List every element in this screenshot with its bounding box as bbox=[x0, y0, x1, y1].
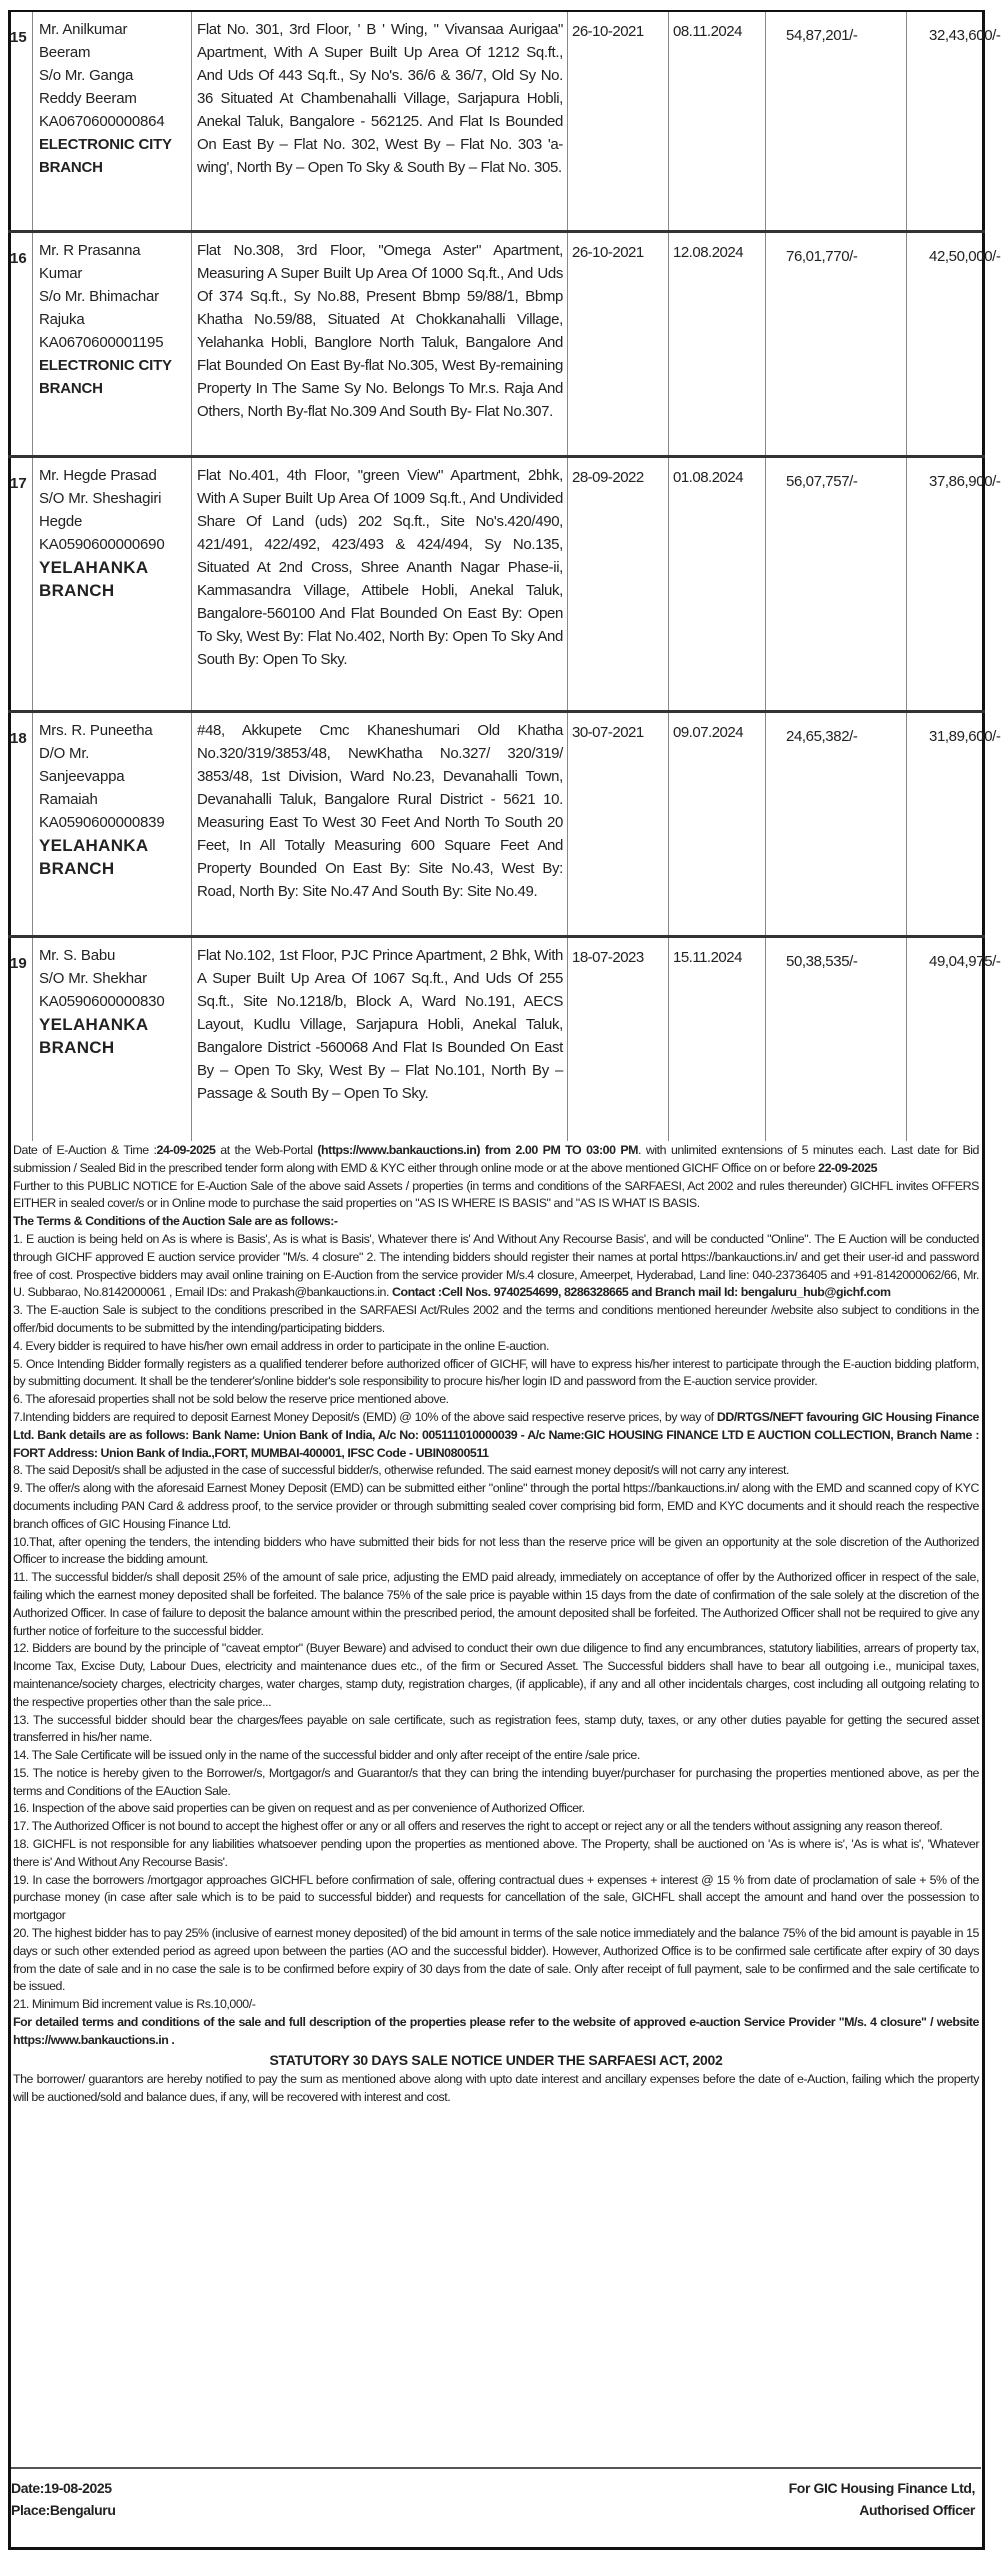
notice-date: Date:19-08-2025 bbox=[11, 2480, 112, 2496]
signature-footer bbox=[11, 2467, 981, 2521]
bank-details: DD/RTGS/NEFT favouring GIC Housing Finance Ltd. Bank details are as follows: Bank Name: Union Bank of India, A/c No: 005111010000039 - A/c Name:GIC HOUSING FINANCE LTD E AUCTION COLLECTION, Branch Name : FORT Address: Union Bank of India.,FORT, MUMBAI-400001, IFSC Code - UBIN0800511 bbox=[13, 1409, 979, 1460]
term-9: 9. The offer/s along with the aforesaid Earnest Money Deposit (EMD) can be submitted either "online" through the portal https://bankauctions.in/ along with the EMD and scanned copy of KYC documents including PAN Card & address proof, to the service provider or through submitting sealed cover comprising bid form, EMD and KYC documents and it should reach the respective branch offices of GIC Housing Finance Ltd. bbox=[13, 1481, 979, 1531]
auction-properties-table bbox=[8, 10, 1001, 1141]
term-18: 18. GICHFL is not responsible for any liabilities whatsoever pending upon the properties as mentioned above. The Property, shall be auctioned on 'As is where is', 'As is what is', 'Whatever there is' And Without Any Recourse Basis'. bbox=[13, 1837, 979, 1869]
reserve-price: 49,04,975/- bbox=[907, 936, 986, 1141]
borrower-line: Ramaiah bbox=[39, 790, 98, 808]
property-row bbox=[8, 711, 985, 936]
property-row bbox=[8, 11, 985, 231]
possession-date: 08.11.2024 bbox=[669, 11, 766, 231]
borrower-line: D/O Mr. bbox=[39, 744, 90, 762]
serial-number: 18 bbox=[10, 729, 27, 747]
term-21: 21. Minimum Bid increment value is Rs.10,000/- bbox=[13, 1997, 256, 2012]
auction-portal-time: (https://www.bankauctions.in) from 2.00 PM TO 03:00 PM bbox=[317, 1143, 639, 1157]
borrower-line: S/o Mr. Ganga bbox=[39, 67, 134, 84]
property-description: Flat No. 301, 3rd Floor, ' B ' Wing, " Vivansaa Aurigaa" Apartment, With A Super Built Up Area Of 1212 Sq.ft., And Uds Of 443 Sq.ft., Sy No's. 36/6 & 36/7, Old Sy No. 36 Situated At Chambenahalli Village, Sarjapura Hobli, Anekal Taluk, Bangalore - 562125. And Flat Is Bounded On East By – Flat No. 302, West By – Flat No. 303 'a-wing', North By – Open To Sky & South By – Flat No. 305. bbox=[192, 11, 568, 231]
branch-name: YELAHANKA BRANCH bbox=[39, 1014, 148, 1057]
borrower-line: Kumar bbox=[39, 264, 83, 282]
term-20: 20. The highest bidder has to pay 25% (inclusive of earnest money deposited) of the bid amount in terms of the sale notice immediately and the balance 75% of the bid amount is payable in 15 days or such other extended period as agreed upon between the parties (AO and the successful bidder). However, Authorized Office is to be confirmed sale certificate after expiry of 30 days from the date of sale and in no case the sale is to be confirmed before expiry of 30 days from the date of sale. Only after receipt of full payment, sale to be confirmed and the sale certificate to be issued. bbox=[13, 1926, 979, 1994]
property-row bbox=[8, 231, 985, 456]
term-6: 6. The aforesaid properties shall not be sold below the reserve price mentioned above. bbox=[13, 1392, 449, 1407]
outstanding-amount: 54,87,201/- bbox=[766, 11, 907, 231]
borrower-line: Mrs. R. Puneetha bbox=[39, 721, 153, 739]
property-description: Flat No.102, 1st Floor, PJC Prince Apartment, 2 Bhk, With A Super Built Up Area Of 1067 Sq.ft., And Uds Of 255 Sq.ft., Site No.1218/b, Block A, Ward No.191, AECS Layout, Kudlu Village, Sarjapura Hobli, Anekal Taluk, Bangalore District -560068 And Flat Is Bounded On East By – Open To Sky, West By – Flat No.101, North By – Passage & South By – Open To Sky. bbox=[192, 936, 568, 1141]
property-description: #48, Akkupete Cmc Khaneshumari Old Khatha No.320/319/3853/48, NewKhatha No.327/ 320/319/ 3853/48, 1st Division, Ward No.23, Devanahalli Town, Devanahalli Taluk, Bangalore Rural District - 5621 10. Measuring East To West 30 Feet And North To South 20 Feet, In All Totally Measuring 600 Square Feet And Property Bounded On East By: Site No.43, West By: Road, North By: Site No.47 And South By: Site No.49. bbox=[192, 711, 568, 936]
possession-date: 01.08.2024 bbox=[669, 456, 766, 711]
branch-name: YELAHANKA BRANCH bbox=[39, 557, 148, 600]
serial-number: 19 bbox=[10, 954, 27, 972]
term-8: 8. The said Deposit/s shall be adjusted in the case of successful bidder/s, otherwise refunded. The said earnest money deposit/s will not carry any interest. bbox=[13, 1463, 790, 1478]
borrower-line: Mr. R Prasanna bbox=[39, 241, 141, 259]
term-4: 4. Every bidder is required to have his/her own email address in order to participate in the online E-auction. bbox=[13, 1338, 549, 1353]
company-name: For GIC Housing Finance Ltd, bbox=[788, 2480, 975, 2496]
term-3: 3. The E-auction Sale is subject to the conditions prescribed in the SARFAESI Act/Rules 2002 and the terms and conditions mentioned hereunder /website also subject to conditions in the offer/bid documents to be submitted by the intending/participating bidders. bbox=[13, 1303, 979, 1335]
terms-heading: The Terms & Conditions of the Auction Sale are as follows:- bbox=[13, 1214, 338, 1229]
outstanding-amount: 56,07,757/- bbox=[766, 456, 907, 711]
reserve-price: 37,86,900/- bbox=[907, 456, 986, 711]
borrower-line: S/O Mr. Shekhar bbox=[39, 969, 147, 987]
borrower-line: KA0590600000690 bbox=[39, 535, 165, 553]
auction-terms-section bbox=[13, 1142, 979, 2107]
demand-notice-date: 30-07-2021 bbox=[568, 711, 669, 936]
borrower-line: KA0590600000830 bbox=[39, 992, 165, 1010]
term-11: 11. The successful bidder/s shall deposit 25% of the amount of sale price, adjusting the EMD paid already, immediately on acceptance of offer by the Authorized officer in respect of the sale, failing which the earnest money deposited shall be forfeited. The balance 75% of the sale price is payable within 15 days from the date of confirmation of the sale solely at the discretion of the Authorized Officer. In case of failure to deposit the balance amount within the prescribed period, the amount deposited shall be forfeited. The Authorized Officer shall not be required to give any further notice of forfeiture to the successful bidder. bbox=[13, 1570, 979, 1638]
authorised-officer: Authorised Officer bbox=[859, 2502, 975, 2518]
term-12: 12. Bidders are bound by the principle of "caveat emptor" (Buyer Beware) and advised to conduct their own due diligence to find any encumbrances, statutory liabilities, arrears of property tax, Income Tax, Excise Duty, Labour Dues, electricity and maintenance dues etc., of the firm or Secured Asset. The Successful bidders shall have to bear all outgoing i.e., municipal taxes, maintenance/society charges, electricity charges, water charges, stamp duty, registration charges, (if applicable), if any and all other incidentals charges, cost including all outgoing relating to the respective properties other than the sale price... bbox=[13, 1641, 979, 1709]
demand-notice-date: 18-07-2023 bbox=[568, 936, 669, 1141]
serial-number: 15 bbox=[10, 29, 27, 46]
possession-date: 15.11.2024 bbox=[669, 936, 766, 1141]
borrower-details bbox=[33, 11, 192, 231]
possession-date: 12.08.2024 bbox=[669, 231, 766, 456]
borrower-line: Mr. Hegde Prasad bbox=[39, 466, 157, 484]
borrower-details bbox=[33, 711, 192, 936]
signatory-block bbox=[789, 2477, 981, 2521]
borrower-line: KA0590600000839 bbox=[39, 813, 165, 831]
demand-notice-date: 26-10-2021 bbox=[568, 231, 669, 456]
reserve-price: 31,89,600/- bbox=[907, 711, 986, 936]
branch-name: YELAHANKA BRANCH bbox=[39, 835, 148, 878]
demand-notice-date: 28-09-2022 bbox=[568, 456, 669, 711]
auction-date: 24-09-2025 bbox=[156, 1143, 216, 1157]
reserve-price: 42,50,000/- bbox=[907, 231, 986, 456]
term-19: 19. In case the borrowers /mortgagor approaches GICHFL before confirmation of sale, offering contractual dues + expenses + interest @ 15 % from date of proclamation of sale + 5% of the purchase money (in case after sale which is to be paid to successful bidder) and requests for cancellation of the sale, GICHFL shall accept the amount and hand over the possession to mortgagor bbox=[13, 1872, 979, 1923]
outstanding-amount: 50,38,535/- bbox=[766, 936, 907, 1141]
term-14: 14. The Sale Certificate will be issued only in the name of the successful bidder and only after receipt of the entire /sale price. bbox=[13, 1748, 640, 1763]
borrower-details bbox=[33, 231, 192, 456]
borrower-details bbox=[33, 456, 192, 711]
borrower-line: Rajuka bbox=[39, 310, 85, 328]
property-row bbox=[8, 936, 985, 1141]
outstanding-amount: 24,65,382/- bbox=[766, 711, 907, 936]
borrower-line: S/o Mr. Bhimachar bbox=[39, 287, 159, 305]
term-13: 13. The successful bidder should bear the charges/fees payable on sale certificate, such as registration fees, stamp duty, taxes, or any other duties payable for getting the secured asset transferred in his/her name. bbox=[13, 1712, 979, 1745]
detailed-terms-note: For detailed terms and conditions of the sale and full description of the properties please refer to the website of approved e-auction Service Provider "M/s. 4 closure" / website https://www.bankauctions.in . bbox=[13, 2015, 979, 2047]
date-place-block bbox=[11, 2477, 115, 2521]
serial-number: 17 bbox=[10, 474, 27, 492]
statutory-notice-title: STATUTORY 30 DAYS SALE NOTICE UNDER THE SARFAESI ACT, 2002 bbox=[269, 2051, 723, 2068]
term-5: 5. Once Intending Bidder formally registers as a qualified tenderer before authorized officer of GICHF, will have to express his/her interest to participate through the E-auction bidding platform, by submitting document. It shall be the tenderer's/online bidder's sole responsibility to procure his/her login ID and password from the E-auction service provider. bbox=[13, 1356, 979, 1389]
branch-name: ELECTRONIC CITY BRANCH bbox=[39, 356, 172, 397]
term-16: 16. Inspection of the above said properties can be given on request and as per convenience of Authorized Officer. bbox=[13, 1801, 585, 1816]
branch-name: ELECTRONIC CITY BRANCH bbox=[39, 136, 172, 176]
borrower-line: KA0670600001195 bbox=[39, 333, 164, 351]
last-bid-date: 22-09-2025 bbox=[818, 1160, 878, 1175]
contact-info: Contact :Cell Nos. 9740254699, 8286328665 and Branch mail Id: bengaluru_hub@gichf.com bbox=[391, 1285, 891, 1300]
term-10: 10.That, after opening the tenders, the intending bidders who have submitted their bids for not less than the reserve price will be given an opportunity at the sole discretion of the Authorized Officer to increase the bidding amount. bbox=[13, 1534, 979, 1567]
property-description: Flat No.308, 3rd Floor, "Omega Aster" Apartment, Measuring A Super Built Up Area Of 1000 Sq.ft., And Uds Of 374 Sq.ft., Sy No.88, Present Bbmp 59/88/1, Bbmp Khatha No.59/88, Situated At Chokkanahalli Village, Yelahanka Hobli, Banglore North Taluk, Bangalore And Flat Bounded On East By-flat No.305, West By-remaining Property In The Same Sy No. Belongs To Mr.s. Raja And Others, North By-flat No.309 And South By- Flat No.307. bbox=[192, 231, 568, 456]
public-notice-paragraph: Further to this PUBLIC NOTICE for E-Auction Sale of the above said Assets / properties (in terms and conditions of the SARFAESI, Act 2002 and rules thereunder) GICHFL invites OFFERS EITHER in sealed cover/s or in Online mode to purchase the said properties on "AS IS WHERE IS BASIS" and "AS IS WHAT IS BASIS. bbox=[13, 1178, 979, 1211]
property-row bbox=[8, 456, 985, 711]
term-15: 15. The notice is hereby given to the Borrower/s, Mortgagor/s and Guarantor/s that they can bring the intending buyer/purchaser for purchasing the properties mentioned above, as per the terms and Conditions of the EAuction Sale. bbox=[13, 1765, 979, 1798]
auction-date-paragraph: Date of E-Auction & Time :24-09-2025 at the Web-Portal (https://www.bankauctions.in) from 2.00 PM TO 03:00 PM. with unlimited exntensions of 5 minutes each. Last date for Bid submission / Sealed Bid in the prescribed tender form along with EMD & KYC either through online mode or at the above mentioned GICHF Office on or before 22-09-2025 bbox=[13, 1143, 979, 1175]
borrower-line: Mr. S. Babu bbox=[39, 946, 116, 964]
borrower-line: Sanjeevappa bbox=[39, 767, 125, 785]
borrower-line: Beeram bbox=[39, 44, 91, 61]
demand-notice-date: 26-10-2021 bbox=[568, 11, 669, 231]
borrower-line: Hegde bbox=[39, 512, 83, 530]
borrower-details bbox=[33, 936, 192, 1141]
term-7: 7.Intending bidders are required to deposit Earnest Money Deposit/s (EMD) @ 10% of the above said respective reserve prices, by way of DD/RTGS/NEFT favouring GIC Housing Finance Ltd. Bank details are as follows: Bank Name: Union Bank of India, A/c No: 005111010000039 - A/c Name:GIC HOUSING FINANCE LTD E AUCTION COLLECTION, Branch Name : FORT Address: Union Bank of India.,FORT, MUMBAI-400001, IFSC Code - UBIN0800511 bbox=[13, 1409, 979, 1460]
notice-place: Place:Bengaluru bbox=[11, 2502, 116, 2518]
serial-number: 16 bbox=[10, 249, 27, 267]
term-17: 17. The Authorized Officer is not bound to accept the highest offer or any or all offers and reserves the right to accept or reject any or all the tenders without assigning any reason thereof. bbox=[13, 1819, 943, 1834]
term-1: 1. E auction is being held on As is where is Basis', As is what is Basis', Whatever there is' And Without Any Recourse Basis', and will be conducted "Online". The E Auction will be conducted through GICHF approved E auction service provider "M/s. 4 closure" 2. The intending bidders should register their names at portal https://bankauctions.in/ and get their user-id and password free of cost. Prospective bidders may avail online training on E-Auction from the service provider M/s.4 closure, Ameerpet, Hyderabad, Land line: 040-23736405 and +91-8142000062/66, Mr. U. Subbarao, No.8142000061 , Email IDs: and Prakash@bankauctions.in. Contact :Cell Nos. 9740254699, 8286328665 and Branch mail Id: bengaluru_hub@gichf.com bbox=[13, 1231, 979, 1300]
borrower-line: Mr. Anilkumar bbox=[39, 21, 128, 38]
statutory-notice-text: The borrower/ guarantors are hereby notified to pay the sum as mentioned above along with upto date interest and ancillary expenses before the date of e-Auction, failing which the property will be auctioned/sold and balance dues, if any, will be recovered with interest and cost. bbox=[13, 2072, 979, 2105]
property-description: Flat No.401, 4th Floor, "green View" Apartment, 2bhk, With A Super Built Up Area Of 1009 Sq.ft., And Undivided Share Of Land (uds) 202 Sq.ft., Site No's.420/490, 421/491, 422/492, 423/493 & 424/494, Sy No.135, Situated At 2nd Cross, Shree Ananth Nagar Phase-ii, Kammasandra Village, Attibele Hobli, Anekal Taluk, Bangalore-560100 And Flat Bounded On East By: Open To Sky, West By: Flat No.402, North By: Open To Sky And South By: Open To Sky. bbox=[192, 456, 568, 711]
outstanding-amount: 76,01,770/- bbox=[766, 231, 907, 456]
borrower-line: S/O Mr. Sheshagiri bbox=[39, 489, 162, 507]
borrower-line: KA0670600000864 bbox=[39, 113, 165, 130]
borrower-line: Reddy Beeram bbox=[39, 90, 137, 107]
reserve-price: 32,43,600/- bbox=[907, 11, 986, 231]
possession-date: 09.07.2024 bbox=[669, 711, 766, 936]
